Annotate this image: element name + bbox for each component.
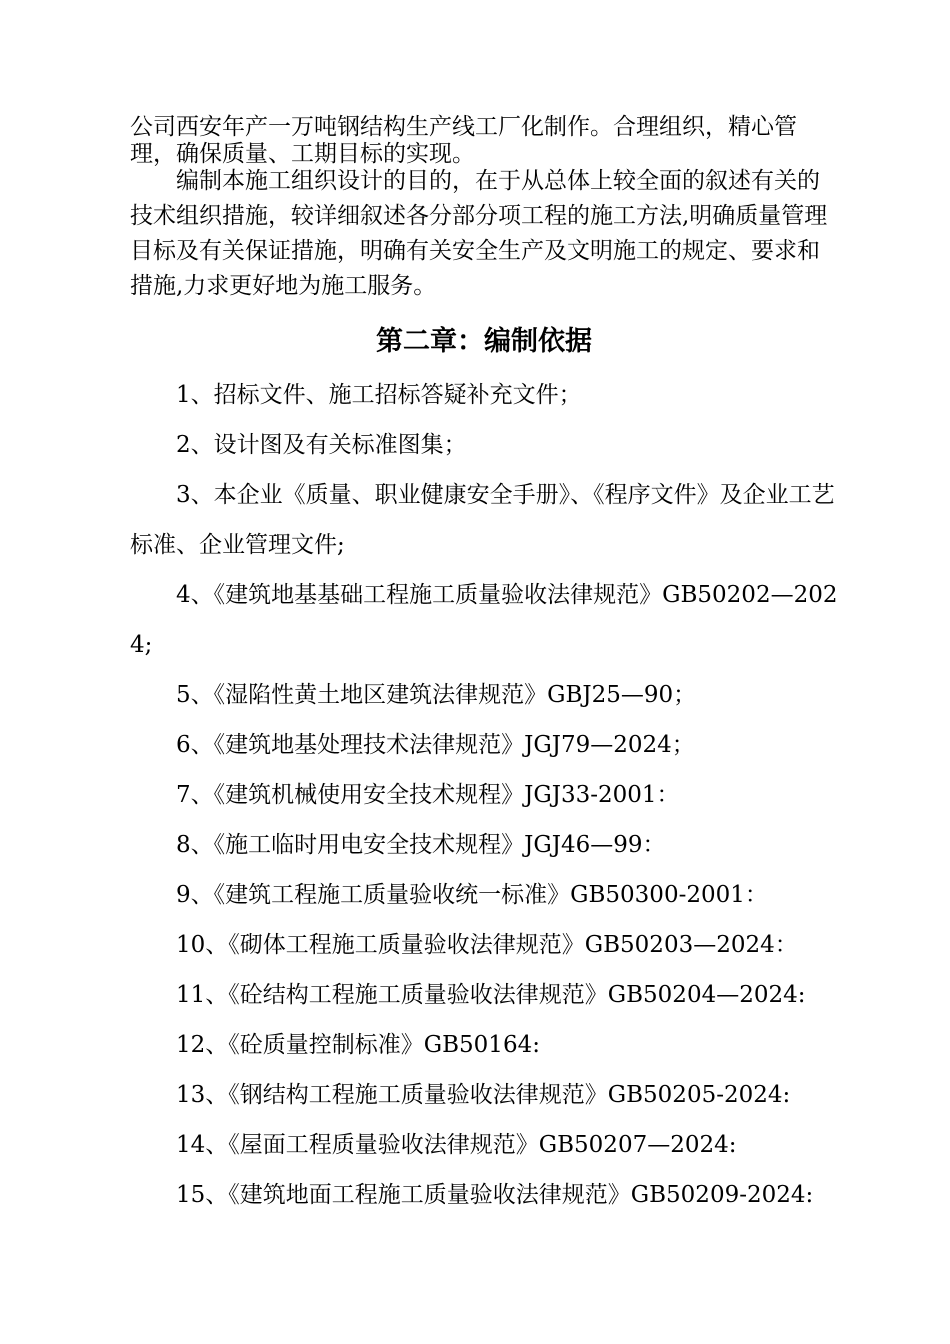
list-item: 5、《湿陷性黄土地区建筑法律规范》GBJ25—90； <box>176 682 697 708</box>
list-item: 15、《建筑地面工程施工质量验收法律规范》GB50209-2024: <box>176 1182 814 1208</box>
chapter-title: 第二章：编制依据 <box>376 326 592 357</box>
list-item: 3、本企业《质量、职业健康安全手册》、《程序文件》及企业工艺标准、企业管理文件; <box>130 482 835 558</box>
list-item: 11、《砼结构工程施工质量验收法律规范》GB50204—2024: <box>176 982 806 1008</box>
list-item: 8、《施工临时用电安全技术规程》JGJ46—99： <box>176 832 666 858</box>
list-item: 2、设计图及有关标准图集； <box>176 432 467 458</box>
list-item: 6、《建筑地基处理技术法律规范》JGJ79—2024； <box>176 732 695 758</box>
list-item: 12、《砼质量控制标准》GB50164: <box>176 1032 540 1058</box>
purpose-paragraph: 编制本施工组织设计的目的，在于从总体上较全面的叙述有关的技术组织措施，较详细叙述各分部分项工程的施工方法,明确质量管理目标及有关保证措施，明确有关安全生产及文明施工的规定、要求和措施,力求更好地为施工服务。 <box>130 168 828 299</box>
intro-paragraph: 公司西安年产一万吨钢结构生产线工厂化制作。合理组织，精心管理，确保质量、工期目标的实现。 <box>130 114 797 167</box>
list-item: 14、《屋面工程质量验收法律规范》GB50207—2024: <box>176 1132 737 1158</box>
list-item: 1、招标文件、施工招标答疑补充文件； <box>176 382 582 408</box>
list-item: 9、《建筑工程施工质量验收统一标准》GB50300-2001： <box>176 882 768 908</box>
list-item: 7、《建筑机械使用安全技术规程》JGJ33-2001： <box>176 782 680 808</box>
basis-list <box>130 370 840 1220</box>
list-item: 10、《砌体工程施工质量验收法律规范》GB50203—2024： <box>176 932 798 958</box>
list-item: 13、《钢结构工程施工质量验收法律规范》GB50205-2024: <box>176 1082 791 1108</box>
list-item: 4、《建筑地基基础工程施工质量验收法律规范》GB50202—2024; <box>130 582 838 658</box>
